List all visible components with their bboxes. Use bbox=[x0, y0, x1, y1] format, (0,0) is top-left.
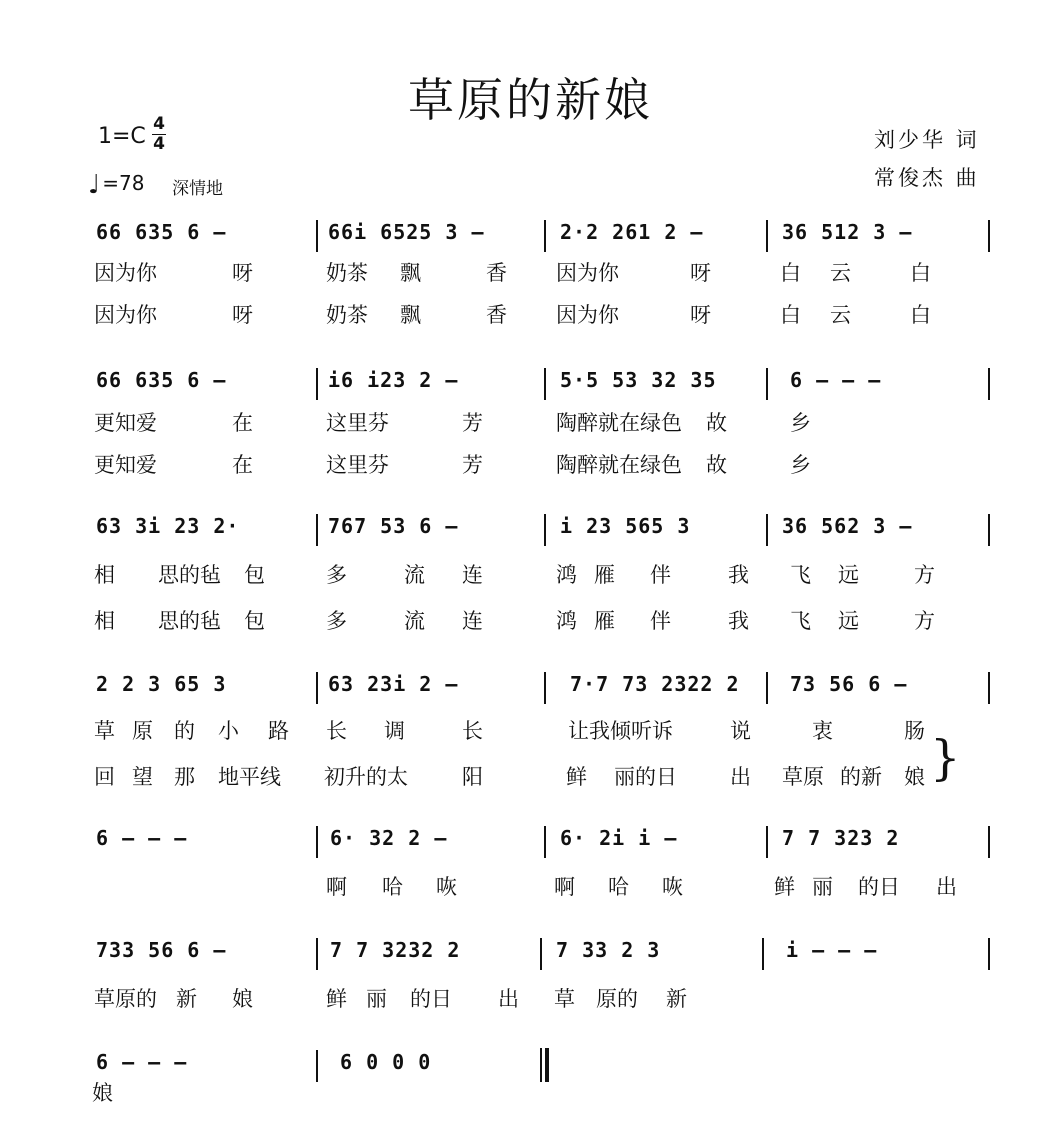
lyric-word: 出 bbox=[498, 987, 519, 1011]
lyric-word: 回 bbox=[94, 765, 115, 789]
lyric-word: 出 bbox=[730, 765, 751, 789]
measure: 63 3i 23 2· bbox=[96, 514, 240, 538]
measure: 2 2 3 65 3 bbox=[96, 672, 227, 696]
lyric-line bbox=[0, 256, 1061, 290]
lyric-line bbox=[0, 1076, 1061, 1110]
key-signature: 1=C bbox=[98, 124, 146, 149]
lyric-word: 新 bbox=[176, 987, 197, 1011]
lyric-word: 原的 bbox=[596, 987, 638, 1011]
measure: 6 0 0 0 bbox=[340, 1050, 432, 1074]
lyric-word: 白 bbox=[780, 303, 801, 327]
lyric-word: 我 bbox=[728, 609, 749, 633]
lyric-word: 肠 bbox=[904, 719, 925, 743]
lyric-word: 连 bbox=[462, 563, 483, 587]
lyric-word: 鲜 bbox=[774, 875, 795, 899]
lyric-word: 呀 bbox=[232, 261, 253, 285]
lyric-word: 白 bbox=[780, 261, 801, 285]
lyric-word: 我 bbox=[728, 563, 749, 587]
lyric-word: 流 bbox=[404, 609, 425, 633]
measure: 7 7 323 2 bbox=[782, 826, 900, 850]
lyric-word: 地平线 bbox=[218, 765, 281, 789]
measure: 36 512 3 – bbox=[782, 220, 913, 244]
lyric-word: 多 bbox=[326, 609, 347, 633]
lyric-word: 乡 bbox=[790, 453, 811, 477]
lyric-word: 白 bbox=[910, 303, 931, 327]
lyric-word: 呀 bbox=[690, 261, 711, 285]
lyric-word: 草原 bbox=[782, 765, 824, 789]
lyric-word: 说 bbox=[730, 719, 751, 743]
lyric-word: 因为你 bbox=[94, 261, 157, 285]
notation-row-5 bbox=[0, 818, 1061, 858]
song-title: 草原的新娘 bbox=[408, 73, 653, 127]
time-signature-top: 4 bbox=[153, 114, 165, 134]
lyric-word: 调 bbox=[384, 719, 405, 743]
measure: 66 635 6 – bbox=[96, 368, 227, 392]
measure: i 23 565 3 bbox=[560, 514, 691, 538]
time-signature-bottom: 4 bbox=[153, 134, 165, 154]
measure: 73 56 6 – bbox=[790, 672, 908, 696]
measure: 6· 32 2 – bbox=[330, 826, 448, 850]
lyric-word: 方 bbox=[914, 563, 935, 587]
lyric-word: 草 bbox=[94, 719, 115, 743]
lyric-word: 娘 bbox=[232, 987, 253, 1011]
measure: i6 i23 2 – bbox=[328, 368, 459, 392]
lyric-line bbox=[0, 298, 1061, 332]
lyric-word: 阳 bbox=[462, 765, 483, 789]
notation-row-4 bbox=[0, 664, 1061, 704]
notation-row-1 bbox=[0, 212, 1061, 252]
lyric-line bbox=[0, 558, 1061, 592]
measure: 2·2 261 2 – bbox=[560, 220, 704, 244]
lyric-word: 因为你 bbox=[556, 261, 619, 285]
measure: 6· 2i i – bbox=[560, 826, 678, 850]
lyric-word: 鲜 bbox=[326, 987, 347, 1011]
measure: 7 7 3232 2 bbox=[330, 938, 461, 962]
quarter-note-icon: ♩ bbox=[88, 170, 101, 200]
lyric-word: 啊 bbox=[326, 875, 347, 899]
lyric-word: 更知爱 bbox=[94, 411, 157, 435]
lyric-word: 草 bbox=[554, 987, 575, 1011]
lyric-word: 咴 bbox=[436, 875, 457, 899]
measure: 6 – – – bbox=[96, 826, 188, 850]
lyric-word: 飞 bbox=[790, 563, 811, 587]
time-signature bbox=[152, 116, 166, 153]
lyric-word: 咴 bbox=[662, 875, 683, 899]
lyric-word: 故 bbox=[706, 411, 727, 435]
tempo-value: =78 bbox=[102, 171, 145, 195]
lyric-word: 相 bbox=[94, 609, 115, 633]
lyric-word: 呀 bbox=[690, 303, 711, 327]
lyric-word: 鸿 bbox=[556, 563, 577, 587]
notation-row-6 bbox=[0, 930, 1061, 970]
lyric-line bbox=[0, 982, 1061, 1016]
lyric-word: 让我倾听诉 bbox=[568, 719, 673, 743]
lyric-line bbox=[0, 714, 1061, 748]
lyricist-credit: 刘少华 词 bbox=[874, 128, 980, 152]
lyric-word: 新 bbox=[666, 987, 687, 1011]
lyric-word: 故 bbox=[706, 453, 727, 477]
lyric-word: 丽 bbox=[812, 875, 833, 899]
lyric-word: 长 bbox=[326, 719, 347, 743]
composer-credit: 常俊杰 曲 bbox=[874, 166, 980, 190]
lyric-word: 在 bbox=[232, 411, 253, 435]
measure: 733 56 6 – bbox=[96, 938, 227, 962]
lyric-line bbox=[0, 604, 1061, 638]
lyric-word: 相 bbox=[94, 563, 115, 587]
lyric-line bbox=[0, 406, 1061, 440]
lyric-word: 奶茶 bbox=[326, 303, 368, 327]
lyric-word: 哈 bbox=[608, 875, 629, 899]
lyric-word: 丽 bbox=[366, 987, 387, 1011]
notation-row-3 bbox=[0, 506, 1061, 546]
lyric-word: 伴 bbox=[650, 563, 671, 587]
lyric-word: 的日 bbox=[858, 875, 900, 899]
lyric-word: 鲜 bbox=[566, 765, 587, 789]
lyric-word: 出 bbox=[936, 875, 957, 899]
lyric-word: 的新 bbox=[840, 765, 882, 789]
lyric-word: 云 bbox=[830, 261, 851, 285]
measure: 767 53 6 – bbox=[328, 514, 459, 538]
lyric-word: 路 bbox=[268, 719, 289, 743]
lyric-word: 芳 bbox=[462, 411, 483, 435]
lyric-word: 思的毡 bbox=[158, 563, 221, 587]
lyric-word: 远 bbox=[838, 609, 859, 633]
lyric-word: 更知爱 bbox=[94, 453, 157, 477]
lyric-word: 小 bbox=[218, 719, 239, 743]
lyric-word: 原 bbox=[132, 719, 153, 743]
lyric-word: 包 bbox=[244, 609, 265, 633]
lyric-word: 方 bbox=[914, 609, 935, 633]
lyric-word: 的 bbox=[174, 719, 195, 743]
lyric-word: 陶醉就在绿色 bbox=[556, 411, 682, 435]
lyric-word: 鸿 bbox=[556, 609, 577, 633]
lyric-word: 伴 bbox=[650, 609, 671, 633]
lyric-word: 在 bbox=[232, 453, 253, 477]
lyric-word: 这里芬 bbox=[326, 411, 389, 435]
lyric-word: 因为你 bbox=[556, 303, 619, 327]
lyric-word: 丽的日 bbox=[614, 765, 677, 789]
notation-row-2 bbox=[0, 360, 1061, 400]
lyric-word: 包 bbox=[244, 563, 265, 587]
lyric-word: 飘 bbox=[400, 261, 421, 285]
measure: 66i 6525 3 – bbox=[328, 220, 485, 244]
lyric-word: 雁 bbox=[594, 563, 615, 587]
lyric-line bbox=[0, 760, 1061, 794]
lyric-line bbox=[0, 870, 1061, 904]
lyric-word: 飘 bbox=[400, 303, 421, 327]
measure: 6 – – – bbox=[96, 1050, 188, 1074]
measure: 7·7 73 2322 2 bbox=[570, 672, 740, 696]
lyric-word: 呀 bbox=[232, 303, 253, 327]
lyric-word: 长 bbox=[462, 719, 483, 743]
lyric-word: 啊 bbox=[554, 875, 575, 899]
lyric-word: 香 bbox=[486, 261, 507, 285]
lyric-word: 云 bbox=[830, 303, 851, 327]
lyric-word: 奶茶 bbox=[326, 261, 368, 285]
lyric-word: 这里芬 bbox=[326, 453, 389, 477]
lyric-word: 因为你 bbox=[94, 303, 157, 327]
lyric-word: 多 bbox=[326, 563, 347, 587]
measure: 5·5 53 32 35 bbox=[560, 368, 717, 392]
measure: 63 23i 2 – bbox=[328, 672, 459, 696]
lyric-word: 初升的太 bbox=[324, 765, 408, 789]
lyric-word: 娘 bbox=[904, 765, 925, 789]
measure: 6 – – – bbox=[790, 368, 882, 392]
lyric-word: 流 bbox=[404, 563, 425, 587]
measure: 7 33 2 3 bbox=[556, 938, 661, 962]
tempo-marking bbox=[88, 170, 144, 200]
lyric-word: 的日 bbox=[410, 987, 452, 1011]
lyric-word: 远 bbox=[838, 563, 859, 587]
lyric-word: 连 bbox=[462, 609, 483, 633]
lyric-word: 乡 bbox=[790, 411, 811, 435]
lyric-word: 芳 bbox=[462, 453, 483, 477]
measure: 66 635 6 – bbox=[96, 220, 227, 244]
lyric-word: 陶醉就在绿色 bbox=[556, 453, 682, 477]
expression-marking: 深情地 bbox=[172, 179, 223, 199]
lyric-line bbox=[0, 448, 1061, 482]
lyric-word: 那 bbox=[174, 765, 195, 789]
measure: 36 562 3 – bbox=[782, 514, 913, 538]
lyric-word: 思的毡 bbox=[158, 609, 221, 633]
measure: i – – – bbox=[786, 938, 878, 962]
lyric-word: 哈 bbox=[382, 875, 403, 899]
lyric-word: 雁 bbox=[594, 609, 615, 633]
lyric-word: 香 bbox=[486, 303, 507, 327]
lyric-word: 望 bbox=[132, 765, 153, 789]
lyric-word: 白 bbox=[910, 261, 931, 285]
lyric-word: 草原的 bbox=[94, 987, 157, 1011]
lyric-word: 飞 bbox=[790, 609, 811, 633]
verse-brace: } bbox=[930, 730, 961, 786]
lyric-word: 娘 bbox=[92, 1081, 113, 1105]
lyric-word: 衷 bbox=[812, 719, 833, 743]
